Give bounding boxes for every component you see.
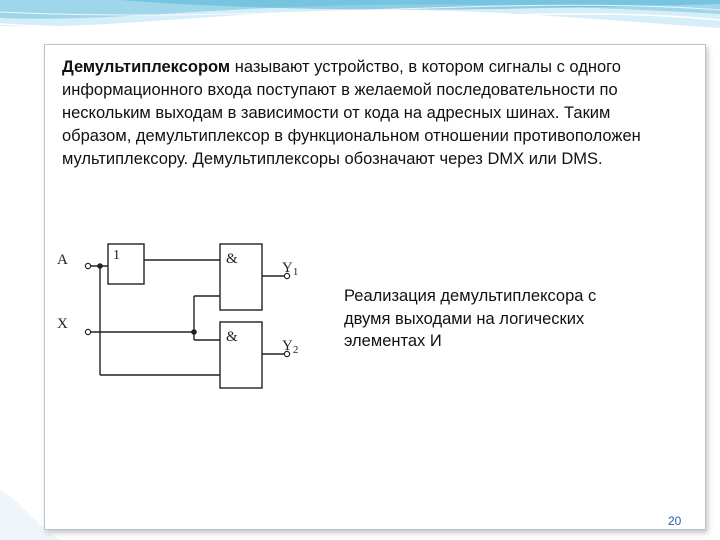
- label-y1-main: Y: [282, 260, 293, 276]
- terminal-a: [85, 263, 90, 268]
- label-y2: [282, 338, 298, 356]
- terminal-x: [85, 329, 90, 334]
- junction-dot-x: [191, 329, 197, 335]
- term-bold: Демультиплексором: [62, 58, 231, 76]
- label-and-2: &: [226, 329, 238, 345]
- page-number: 20: [668, 514, 682, 528]
- label-y2-sub: 2: [292, 344, 299, 356]
- label-x: X: [57, 316, 68, 332]
- definition-paragraph: [62, 56, 682, 171]
- label-y2-main: Y: [282, 338, 293, 354]
- label-a: A: [57, 252, 68, 268]
- junction-dot-a: [97, 263, 103, 269]
- definition-text: называют устройство, в котором сигналы с одного информационного входа поступают в желаемой последовательности по нескольким выходам в зависимости от кода на адресных шинах. Таким образом, демультиплексор в функциональном отношении противоположен мультиплексору. Демультиплексоры обозначают через DMX или DMS.: [62, 58, 641, 168]
- label-y1-sub: 1: [292, 266, 299, 278]
- circuit-svg: [52, 236, 310, 396]
- label-y1: [282, 260, 298, 278]
- label-not: 1: [113, 248, 120, 263]
- diagram-caption: Реализация демультиплексора с двумя выходами на логических элементах И: [344, 287, 597, 350]
- demux-circuit-diagram: [52, 236, 310, 396]
- label-and-1: &: [226, 251, 238, 267]
